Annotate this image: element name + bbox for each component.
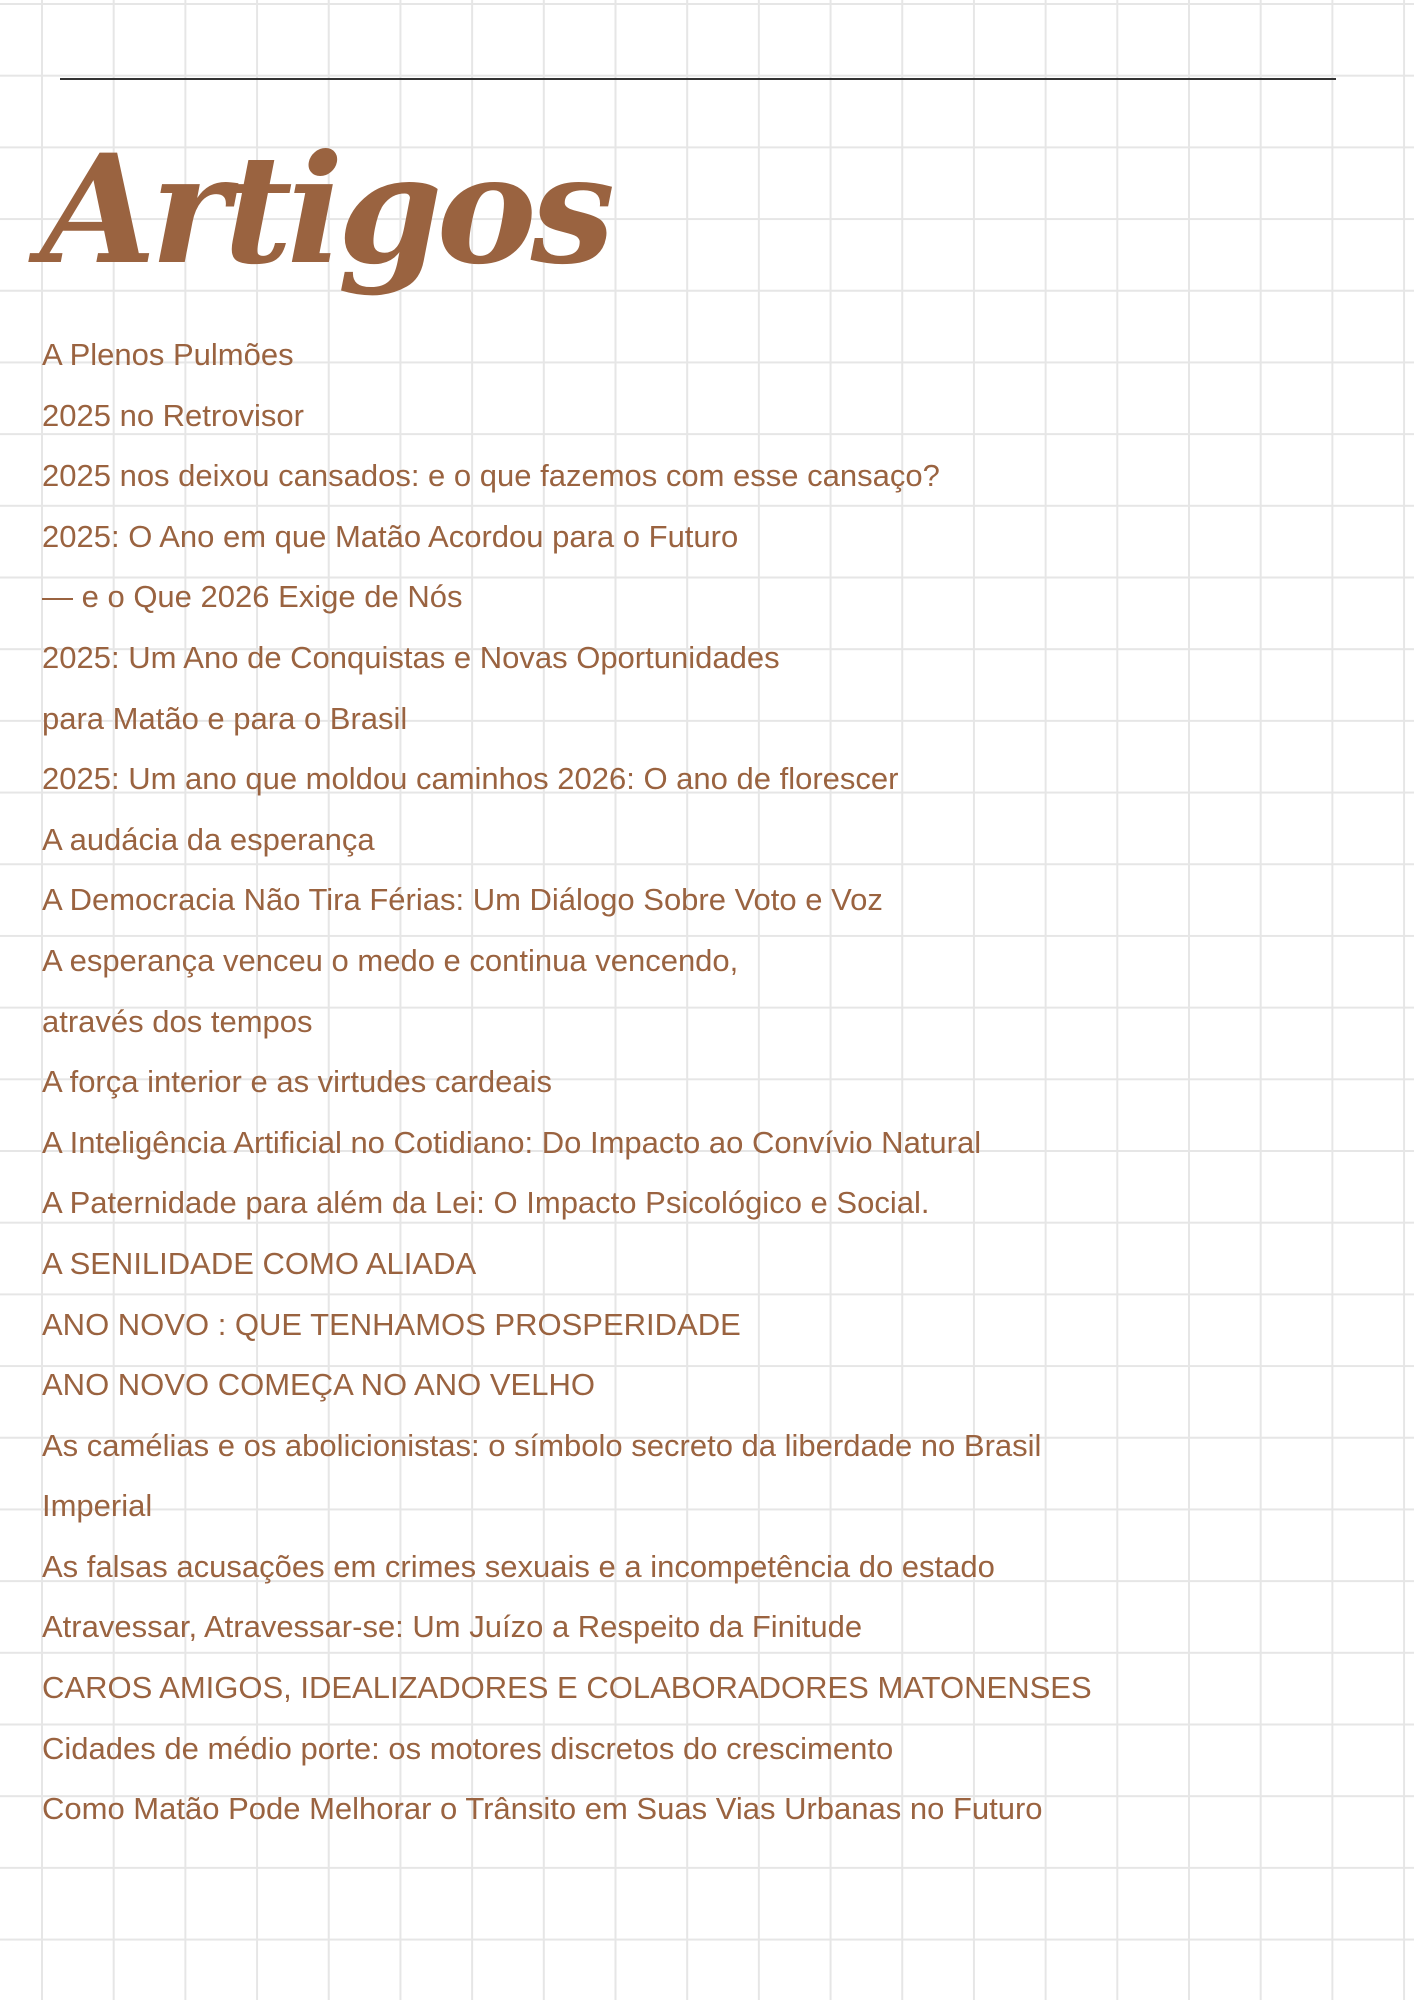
- article-link[interactable]: 2025 nos deixou cansados: e o que fazemos com esse cansaço?: [42, 458, 940, 494]
- article-link[interactable]: A Plenos Pulmões: [42, 337, 294, 372]
- article-link[interactable]: A SENILIDADE COMO ALIADA: [42, 1245, 477, 1281]
- article-link[interactable]: A força interior e as virtudes cardeais: [42, 1064, 553, 1100]
- article-link[interactable]: As camélias e os abolicionistas: o símbolo secreto da liberdade no Brasil: [42, 1427, 1042, 1463]
- article-link[interactable]: ANO NOVO : QUE TENHAMOS PROSPERIDADE: [42, 1306, 741, 1342]
- article-link[interactable]: Cidades de médio porte: os motores discretos do crescimento: [42, 1730, 894, 1766]
- article-link[interactable]: — e o Que 2026 Exige de Nós: [42, 579, 463, 615]
- article-link[interactable]: A Democracia Não Tira Férias: Um Diálogo Sobre Voto e Voz: [42, 882, 883, 918]
- article-link[interactable]: 2025: O Ano em que Matão Acordou para o Futuro: [42, 518, 739, 554]
- article-link[interactable]: 2025 no Retrovisor: [42, 397, 304, 433]
- article-link[interactable]: ANO NOVO COMEÇA NO ANO VELHO: [42, 1367, 595, 1403]
- article-link[interactable]: A Inteligência Artificial no Cotidiano: Do Impacto ao Convívio Natural: [42, 1124, 982, 1160]
- article-link[interactable]: 2025: Um Ano de Conquistas e Novas Oportunidades: [42, 639, 780, 675]
- article-link[interactable]: 2025: Um ano que moldou caminhos 2026: O ano de florescer: [42, 761, 899, 797]
- top-divider: [60, 78, 1336, 80]
- article-link[interactable]: CAROS AMIGOS, IDEALIZADORES E COLABORADORES MATONENSES: [42, 1670, 1092, 1706]
- article-list: [42, 325, 1092, 1840]
- article-link[interactable]: através dos tempos: [42, 1003, 313, 1039]
- article-link[interactable]: Imperial: [42, 1488, 153, 1524]
- article-link[interactable]: A esperança venceu o medo e continua vencendo,: [42, 942, 739, 978]
- article-link[interactable]: A audácia da esperança: [42, 821, 375, 857]
- article-link[interactable]: A Paternidade para além da Lei: O Impacto Psicológico e Social.: [42, 1185, 930, 1221]
- article-link[interactable]: As falsas acusações em crimes sexuais e a incompetência do estado: [42, 1548, 995, 1584]
- article-link[interactable]: Como Matão Pode Melhorar o Trânsito em Suas Vias Urbanas no Futuro: [42, 1791, 1043, 1827]
- article-link[interactable]: para Matão e para o Brasil: [42, 700, 408, 736]
- article-link[interactable]: Atravessar, Atravessar-se: Um Juízo a Respeito da Finitude: [42, 1609, 863, 1645]
- page-title: Artigos: [40, 122, 610, 298]
